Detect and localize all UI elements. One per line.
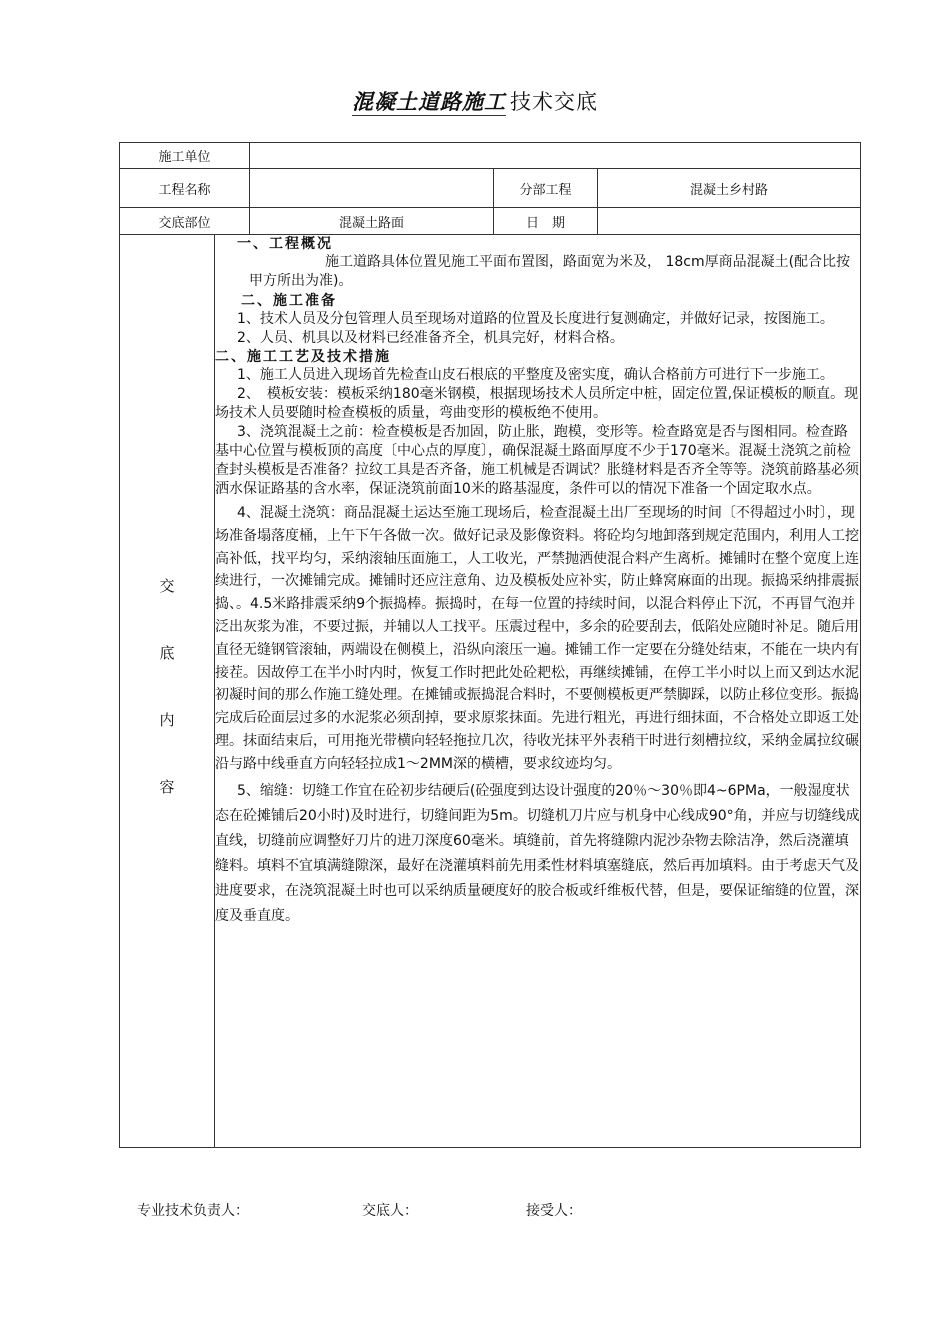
date-value (598, 208, 861, 235)
paragraph: 2、 模板安装：模板采纳180毫米钢模，根据现场技术人员所定中桩，固定位置,保证模板的顺直。现场技术人员要随时检查模板的质量，弯曲变形的模板绝不使用。 (215, 386, 859, 421)
tech-lead-label: 专业技术负责人： (137, 1203, 249, 1219)
title-main: 混凝土道路施工 (352, 90, 506, 114)
paragraph: 1、施工人员进入现场首先检查山皮石根底的平整度及密实度，确认合格前方可进行下一步施工。 (237, 367, 834, 383)
side-char: 容 (159, 778, 175, 796)
row-content (120, 235, 861, 1148)
disclosure-content (215, 235, 861, 1148)
project-value (250, 169, 494, 208)
position-label: 交底部位 (120, 208, 250, 235)
side-char: 内 (159, 711, 175, 729)
position-value: 混凝土路面 (250, 208, 494, 235)
title-sub: 技术交底 (510, 90, 598, 114)
side-char: 交 (159, 577, 175, 595)
paragraph: 2、人员、机具以及材料已经准备齐全，机具完好，材料合格。 (237, 330, 624, 346)
section-heading: 二、施工工艺及技术措施 (215, 349, 391, 365)
subproject-label: 分部工程 (494, 169, 598, 208)
unit-value (250, 143, 861, 169)
side-label (120, 235, 215, 1148)
section-heading: 一、工程概况 (237, 236, 333, 252)
document-title (0, 86, 950, 116)
paragraph: 5、缩缝：切缝工作宜在砼初步结硬后(砼强度到达设计强度的20％～30％即4~6PMa，一般湿度状态在砼摊铺后20小时)及时进行，切缝间距为5m。切缝机刀片应与机身中心线成90°角，并应与切缝线成直线，切缝前应调整好刀片的进刀深度60毫米。填缝前，首先将缝隙内泥沙杂物去除洁净，然后浇灌填缝料。填料不宜填满缝隙深，最好在浇灌填料前先用柔性材料填塞缝底，然后再加填料。由于考虑天气及进度要求，在浇筑混凝土时也可以采纳质量硬度好的胶合板或纤维板代替，但是，要保证缩缝的位置，深度及垂直度。 (215, 782, 860, 924)
project-label: 工程名称 (120, 169, 250, 208)
row-position (120, 208, 861, 235)
discloser-label: 交底人： (362, 1203, 418, 1219)
unit-label: 施工单位 (120, 143, 250, 169)
paragraph: 3、浇筑混凝土之前：检查模板是否加固，防止胀，跑模，变形等。检查路宽是否与图相同。检查路基中心位置与模板顶的高度〔中心点的厚度〕，确保混凝土路面厚度不少于170毫米。混凝土浇筑之前检查封头模板是否准备？拉纹工具是否齐备，施工机械是否调试？胀缝材料是否齐全等等。浇筑前路基必须洒水保证路基的含水率，保证浇筑前面10米的路基湿度，条件可以的情况下准备一个固定取水点。 (215, 424, 859, 497)
disclosure-form (119, 142, 861, 1148)
receiver-label: 接受人： (526, 1203, 582, 1219)
date-label: 日 期 (494, 208, 598, 235)
section-heading: 二、施工准备 (241, 293, 337, 309)
paragraph: 施工道路具体位置见施工平面布置图，路面宽为米及， 18cm厚商品混凝土(配合比按甲方所出为准)。 (249, 254, 851, 289)
row-project (120, 169, 861, 208)
row-unit (120, 143, 861, 169)
subproject-value: 混凝土乡村路 (598, 169, 861, 208)
paragraph: 4、混凝土浇筑：商品混凝土运达至施工现场后，检查混凝土出厂至现场的时间〔不得超过小时〕，现场准备塌落度桶，上午下午各做一次。做好记录及影像资料。将砼均匀地卸落到规定范围内，利用人工挖高补低，找平均匀，采纳滚轴压面施工，人工收光，严禁抛洒使混合料产生离析。摊铺时在整个宽度上连续进行，一次摊铺完成。摊铺时还应注意角、边及模板处应补实，防止蜂窝麻面的出现。振捣采纳排震振捣、。4.5米路排震采纳9个振捣棒。振捣时，在每一位置的持续时间，以混合料停止下沉，不再冒气泡并泛出灰浆为准，不要过振，并辅以人工找平。压震过程中，多余的砼要刮去，低陷处应随时补足。随后用直径无缝钢管滚轴，两端设在侧模上，沿纵向滚压一遍。摊铺工作一定要在分缝处结束，不能在一块内有接茬。因故停工在半小时内时，恢复工作时把此处砼耙松，再继续摊铺，在停工半小时以上而又到达水泥初凝时间的那么作施工缝处理。在摊铺或振捣混合料时，不要侧模板更严禁脚踩，以防止移位变形。振捣完成后砼面层过多的水泥浆必须刮掉，要求原浆抹面。先进行粗光，再进行细抹面，不合格处立即返工处理。抹面结束后，可用拖光带横向轻轻拖拉几次，待收光抹平外表稍干时进行刻槽拉纹，采纳金属拉纹碾沿与路中线垂直方向轻轻拉成1～2MM深的横槽，要求纹迹均匀。 (215, 505, 859, 772)
paragraph: 1、技术人员及分包管理人员至现场对道路的位置及长度进行复测确定，并做好记录，按图施工。 (237, 311, 834, 327)
side-char: 底 (159, 644, 175, 662)
